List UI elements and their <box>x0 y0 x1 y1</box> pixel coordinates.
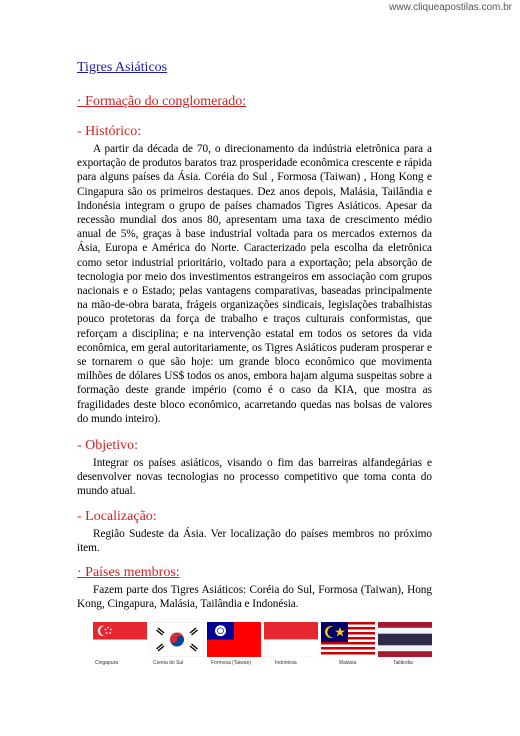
section-heading-historico: - Histórico: <box>77 124 142 139</box>
document-title-link[interactable]: Tigres Asiáticos <box>77 60 168 75</box>
section-heading-objetivo: - Objetivo: <box>77 438 139 454</box>
document-body <box>77 58 432 611</box>
section-heading-paises-membros: · Países membros: <box>77 565 180 581</box>
thailand-flag-icon <box>378 622 432 657</box>
flag-label-malasia: Malásia <box>339 660 357 666</box>
section-heading-conglomerado: · Formação do conglomerado: <box>77 94 247 109</box>
taiwan-flag-icon <box>207 622 261 657</box>
singapore-flag-icon <box>93 622 147 657</box>
historico-paragraph: A partir da década de 70, o direcionamento da indústria eletrônica para a exportação de produtos baratos traz prosperidade econômica crescente e rápida para alguns países da Ásia. Coréia do Sul , Formosa (Taiwan) , Hong Kong e Cingapura são os primeiros destaques. Dez anos depois, Malásia, Tailândia e Indonésia integram o grupo de países chamados Tigres Asiáticos. Apesar da recessão mundial dos anos 80, apresentam uma taxa de crescimento médio anual de 5%, graças à base industrial voltada para os mercados externos da Ásia, Europa e América do Norte. Caracterizado pela escolha da eletrônica como setor industrial prioritário, voltado para a exportação; pela absorção de tecnologia por meio dos investimentos estrangeiros em associação com grupos nacionais e o Estado; pelas vantagens comparativas, baseadas principalmente na mão-de-obra barata, frágeis organizações sindicais, legislações trabalhistas pouco protetoras da força de trabalho e traços culturais conformistas, que reforçam a disciplina; e na intervenção estatal em todos os setores da vida econômica, em geral autoritariamente, os Tigres Asiáticos puderam prosperar e se tornarem o que são hoje: um grande bloco econômico que movimenta milhões de dólares US$ todos os anos, embora hajam alguma suspeitas sobre a formação deste grande império (como é o caso da KIA, que mostra as fragilidades deste bloco econômico, acarretando quedas nas bolsas de valores do mundo inteiro). <box>77 143 432 425</box>
site-url[interactable]: www.cliqueapostilas.com.br <box>389 2 512 13</box>
objetivo-paragraph: Integrar os países asiáticos, visando o fim das barreiras alfandegárias e desenvolver novas tecnologias no processo competitivo que toma conta do mundo atual. <box>77 457 432 498</box>
flag-label-taiwan: Formosa (Taiwan) <box>211 660 252 666</box>
flags-strip <box>93 622 433 668</box>
indonesia-flag-icon <box>264 622 318 657</box>
section-heading-localizacao: - Localização: <box>77 508 157 524</box>
flag-label-indonesia: Indonésia <box>275 660 297 666</box>
malaysia-flag-icon <box>321 622 375 657</box>
localizacao-paragraph: Região Sudeste da Ásia. Ver localização do países membros no próximo item. <box>77 527 432 554</box>
flag-label-coreia: Coreia do Sul <box>153 660 184 666</box>
paises-membros-paragraph: Fazem parte dos Tigres Asiáticos: Coréia do Sul, Formosa (Taiwan), Hong Kong, Cingapura, Malásia, Tailândia e Indonésia. <box>77 584 432 611</box>
flag-label-tailandia: Tailândia <box>393 660 413 666</box>
flag-label-cingapura: Cingapura <box>95 660 119 666</box>
south-korea-flag-icon <box>150 622 204 657</box>
